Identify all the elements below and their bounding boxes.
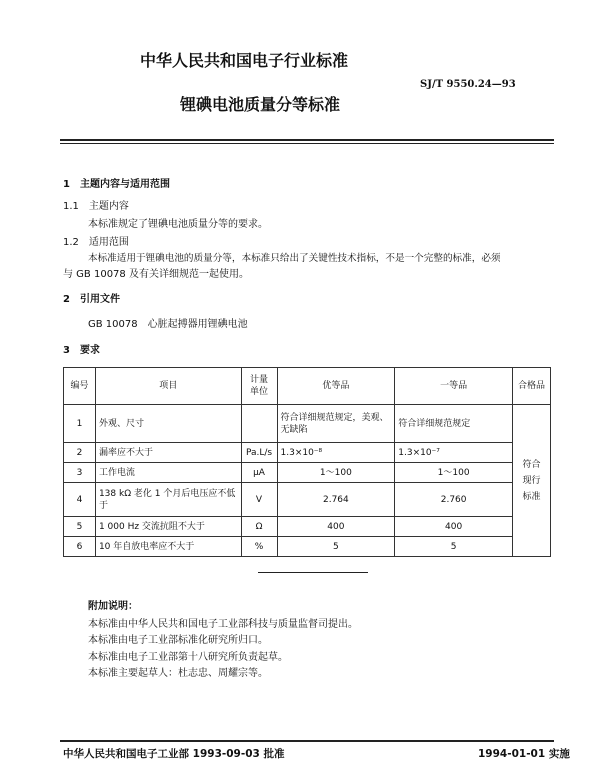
row-unit: μA (241, 463, 277, 483)
row-item: 1 000 Hz 交流抗阻不大于 (95, 517, 241, 537)
footer-divider (60, 740, 554, 742)
header-divider-bottom (60, 143, 554, 144)
table-row (64, 405, 551, 443)
row-no: 1 (64, 405, 96, 443)
requirements-table (63, 367, 551, 557)
row-unit: % (241, 537, 277, 557)
qualified-merged-cell: 符合现行标准 (513, 405, 551, 557)
section-1-1-text: 本标准规定了锂碘电池质量分等的要求。 (88, 219, 268, 230)
table-row (64, 517, 551, 537)
row-unit: V (241, 483, 277, 517)
notes-divider (258, 572, 368, 573)
header-divider-top (60, 139, 554, 141)
table-header-row (64, 368, 551, 405)
row-first: 400 (395, 517, 513, 537)
section-3-title: 3 要求 (63, 345, 100, 356)
row-item: 10 年自放电率应不大于 (95, 537, 241, 557)
page-title: 锂碘电池质量分等标准 (180, 95, 341, 114)
row-first: 符合详细规范规定 (395, 405, 513, 443)
row-unit: Ω (241, 517, 277, 537)
section-1-2-text-line1: 本标准适用于锂碘电池的质量分等，本标准只给出了关键性技术指标，不是一个完整的标准，必须 (88, 253, 501, 264)
header-qualified: 合格品 (513, 368, 551, 405)
row-excellent: 400 (277, 517, 395, 537)
notes-line-1: 本标准由中华人民共和国电子工业部科技与质量监督司提出。 (88, 619, 358, 630)
approval-date: 中华人民共和国电子工业部 1993-09-03 批准 (63, 748, 285, 760)
industry-standard-heading: 中华人民共和国电子行业标准 (140, 51, 349, 70)
row-no: 4 (64, 483, 96, 517)
standard-code: SJ/T 9550.24—93 (420, 79, 516, 90)
header-no: 编号 (64, 368, 96, 405)
row-item: 138 kΩ 老化 1 个月后电压应不低于 (95, 483, 241, 517)
table-row (64, 483, 551, 517)
row-item: 外观、尺寸 (95, 405, 241, 443)
notes-line-2: 本标准由电子工业部标准化研究所归口。 (88, 635, 268, 646)
header-unit-line2: 单位 (250, 387, 269, 397)
section-1-2-text-line2: 与 GB 10078 及有关详细规范一起使用。 (63, 269, 249, 280)
section-1-2-title: 1.2 适用范围 (63, 237, 129, 248)
notes-title: 附加说明： (88, 601, 138, 612)
row-unit: Pa.L/s (241, 443, 277, 463)
row-unit (241, 405, 277, 443)
row-no: 6 (64, 537, 96, 557)
row-first: 1～100 (395, 463, 513, 483)
section-1-1-title: 1.1 主题内容 (63, 201, 129, 212)
header-excellent: 优等品 (277, 368, 395, 405)
table-row (64, 443, 551, 463)
header-item: 项目 (95, 368, 241, 405)
row-excellent: 2.764 (277, 483, 395, 517)
row-first: 5 (395, 537, 513, 557)
row-first: 2.760 (395, 483, 513, 517)
row-no: 3 (64, 463, 96, 483)
notes-line-4: 本标准主要起草人：杜志忠、周耀宗等。 (88, 668, 268, 679)
table-row (64, 463, 551, 483)
table-row (64, 537, 551, 557)
row-no: 2 (64, 443, 96, 463)
notes-line-3: 本标准由电子工业部第十八研究所负责起草。 (88, 652, 288, 663)
implementation-date: 1994-01-01 实施 (478, 748, 570, 760)
header-unit (241, 368, 277, 405)
section-2-title: 2 引用文件 (63, 294, 120, 305)
row-item: 工作电流 (95, 463, 241, 483)
row-excellent: 5 (277, 537, 395, 557)
row-first: 1.3×10⁻⁷ (395, 443, 513, 463)
row-excellent: 1.3×10⁻⁸ (277, 443, 395, 463)
row-excellent: 符合详细规范规定，美观、无缺陷 (277, 405, 395, 443)
row-excellent: 1～100 (277, 463, 395, 483)
row-item: 漏率应不大于 (95, 443, 241, 463)
row-no: 5 (64, 517, 96, 537)
header-first: 一等品 (395, 368, 513, 405)
header-unit-line1: 计量 (250, 375, 269, 385)
section-1-title: 1 主题内容与适用范围 (63, 179, 170, 190)
section-2-reference: GB 10078 心脏起搏器用锂碘电池 (88, 319, 248, 330)
